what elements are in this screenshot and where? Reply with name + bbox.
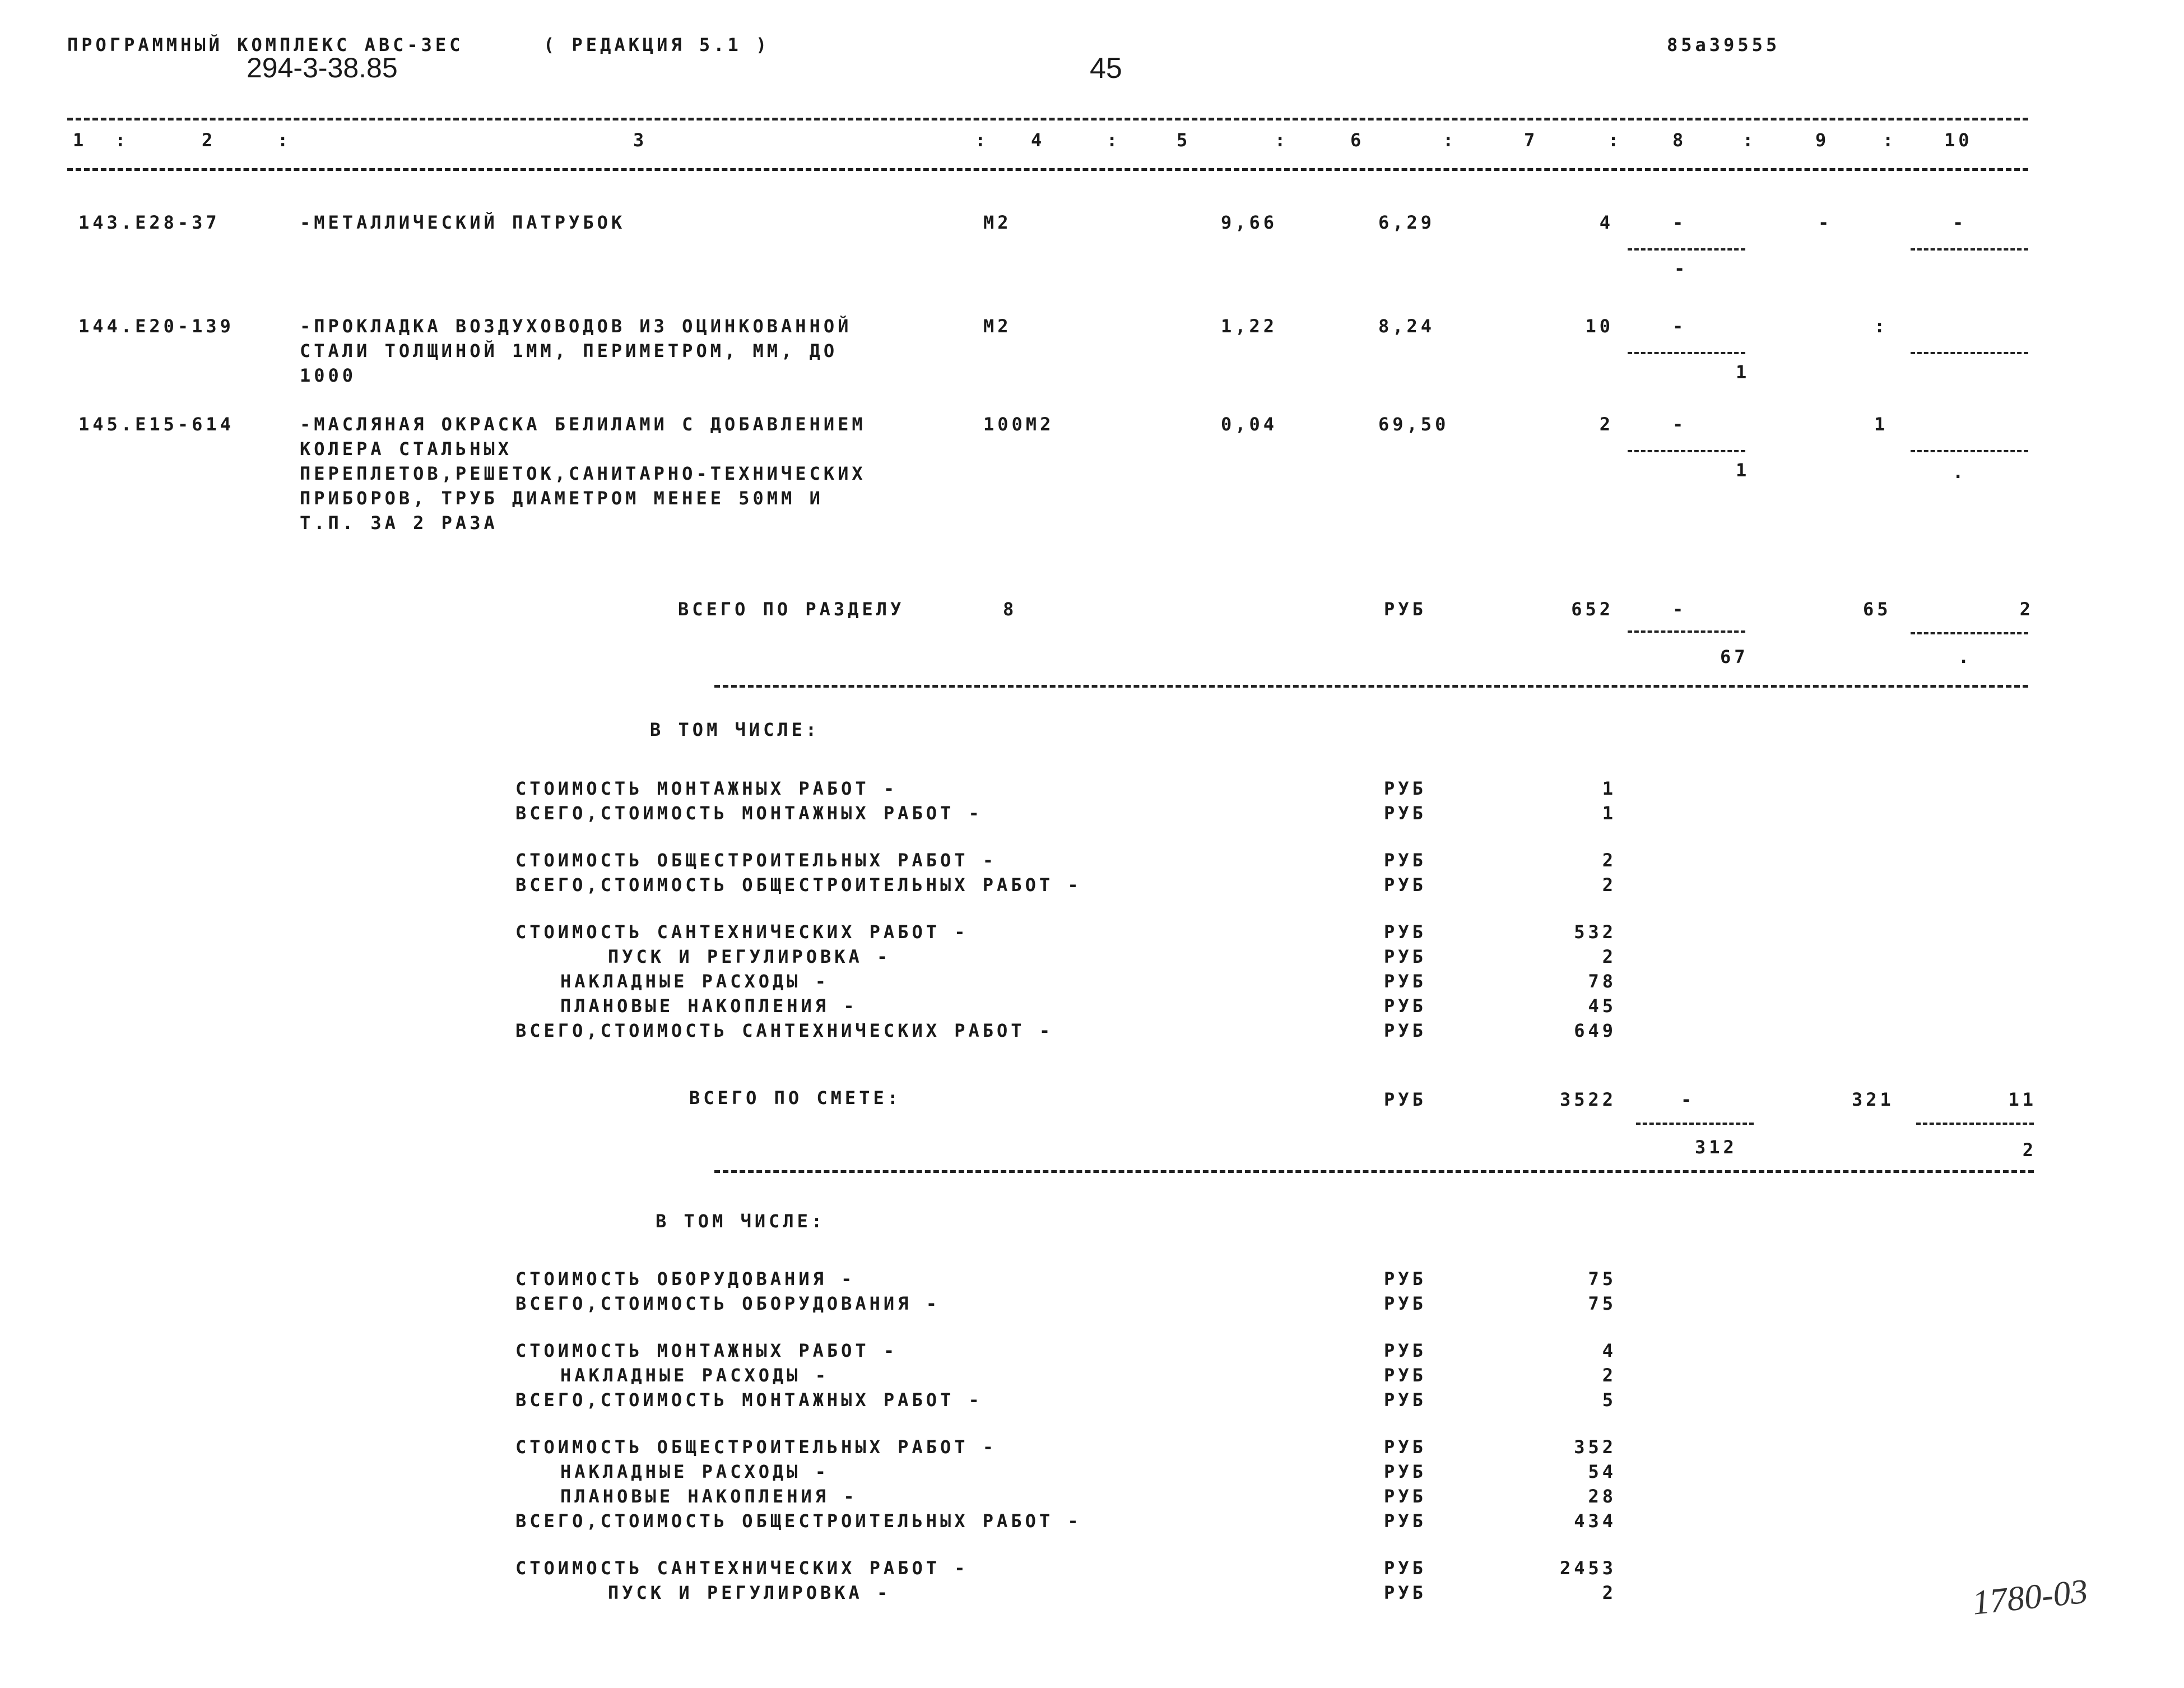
- including-value: 2: [1602, 1365, 1616, 1386]
- including-value: 1: [1602, 778, 1616, 799]
- column-header-2: 2: [202, 129, 216, 151]
- item-price: 69,50: [1378, 414, 1449, 435]
- item-total: 4: [1599, 212, 1614, 233]
- including-unit: РУБ: [1384, 850, 1426, 871]
- including-value: 45: [1588, 995, 1616, 1017]
- including-value: 434: [1574, 1510, 1616, 1532]
- item-col9: 1: [1874, 414, 1889, 435]
- item-col10: .: [1953, 461, 1967, 483]
- page-number: 45: [1090, 52, 1122, 85]
- column-separator: :: [975, 129, 989, 151]
- column-header-7: 7: [1524, 129, 1539, 151]
- estimate-total-label: ВСЕГО ПО СМЕТЕ:: [689, 1087, 902, 1109]
- column-header-10: 10: [1944, 129, 1973, 151]
- section-total-col8-below: 67: [1720, 646, 1749, 667]
- including-unit: РУБ: [1384, 1268, 1426, 1290]
- estimate-total-col9: 321: [1852, 1089, 1894, 1110]
- estimate-total-value: 3522: [1559, 1089, 1616, 1110]
- including-label: ВСЕГО,СТОИМОСТЬ МОНТАЖНЫХ РАБОТ -: [515, 803, 983, 824]
- including-label: СТОИМОСТЬ САНТЕХНИЧЕСКИХ РАБОТ -: [515, 921, 969, 943]
- section-total-unit: РУБ: [1384, 599, 1426, 620]
- including-value: 5: [1602, 1389, 1616, 1411]
- including-label: ВСЕГО,СТОИМОСТЬ ОБЩЕСТРОИТЕЛЬНЫХ РАБОТ -: [515, 1510, 1082, 1532]
- column-header-8: 8: [1672, 129, 1687, 151]
- including-value: 2453: [1559, 1557, 1616, 1579]
- item-col9: -: [1818, 212, 1833, 233]
- item-id: 145.Е15-614: [78, 414, 234, 435]
- including-unit: РУБ: [1384, 1486, 1426, 1507]
- item-name-line: ПРИБОРОВ, ТРУБ ДИАМЕТРОМ МЕНЕЕ 50ММ И: [300, 488, 824, 509]
- item-name-line: Т.П. ЗА 2 РАЗА: [300, 512, 498, 534]
- including-label: ВСЕГО,СТОИМОСТЬ САНТЕХНИЧЕСКИХ РАБОТ -: [515, 1020, 1054, 1041]
- column-header-3: 3: [633, 129, 648, 151]
- incl1-heading: В ТОМ ЧИСЛЕ:: [650, 719, 820, 740]
- including-value: 2: [1602, 850, 1616, 871]
- including-label: ВСЕГО,СТОИМОСТЬ ОБЩЕСТРОИТЕЛЬНЫХ РАБОТ -: [515, 874, 1082, 896]
- item-col8-below: 1: [1736, 361, 1750, 383]
- section-total-col8-rule: [1628, 630, 1745, 633]
- item-total: 2: [1599, 414, 1614, 435]
- header-rule-bottom: [67, 168, 2028, 171]
- column-header-4: 4: [1031, 129, 1045, 151]
- including-label: СТОИМОСТЬ ОБОРУДОВАНИЯ -: [515, 1268, 856, 1290]
- item-unit: 100М2: [983, 414, 1054, 435]
- item-col10-rule: [1911, 352, 2028, 354]
- estimate-total-col8: -: [1681, 1089, 1695, 1110]
- section-total-section: 8: [1003, 599, 1017, 620]
- including-unit: РУБ: [1384, 874, 1426, 896]
- including-unit: РУБ: [1384, 1436, 1426, 1458]
- item-col8-below: -: [1674, 258, 1689, 279]
- including-value: 352: [1574, 1436, 1616, 1458]
- estimate-total-rule: [714, 1170, 2034, 1173]
- including-label: ВСЕГО,СТОИМОСТЬ МОНТАЖНЫХ РАБОТ -: [515, 1389, 983, 1411]
- including-unit: РУБ: [1384, 1461, 1426, 1482]
- including-unit: РУБ: [1384, 995, 1426, 1017]
- estimate-total-col8-rule: [1636, 1123, 1754, 1125]
- column-separator: :: [1608, 129, 1623, 151]
- including-label: СТОИМОСТЬ ОБЩЕСТРОИТЕЛЬНЫХ РАБОТ -: [515, 850, 997, 871]
- including-value: 75: [1588, 1293, 1616, 1314]
- including-unit: РУБ: [1384, 1389, 1426, 1411]
- column-header-6: 6: [1350, 129, 1365, 151]
- estimate-total-col10-rule: [1916, 1123, 2034, 1125]
- including-value: 78: [1588, 971, 1616, 992]
- item-unit: М2: [983, 316, 1012, 337]
- section-total-col9: 65: [1863, 599, 1892, 620]
- item-name-line: СТАЛИ ТОЛЩИНОЙ 1ММ, ПЕРИМЕТРОМ, ММ, ДО: [300, 340, 838, 361]
- incl2-heading: В ТОМ ЧИСЛЕ:: [656, 1211, 826, 1232]
- item-name-line: 1000: [300, 365, 357, 386]
- item-total: 10: [1585, 316, 1614, 337]
- including-value: 54: [1588, 1461, 1616, 1482]
- including-unit: РУБ: [1384, 1293, 1426, 1314]
- including-value: 532: [1574, 921, 1616, 943]
- including-unit: РУБ: [1384, 1510, 1426, 1532]
- including-unit: РУБ: [1384, 778, 1426, 799]
- section-total-col10-below: .: [1958, 646, 1973, 667]
- including-label: НАКЛАДНЫЕ РАСХОДЫ -: [560, 1461, 830, 1482]
- column-header-5: 5: [1177, 129, 1191, 151]
- item-qty: 0,04: [1220, 414, 1277, 435]
- including-label: ПУСК И РЕГУЛИРОВКА -: [608, 1582, 891, 1603]
- section-total-value: 652: [1571, 599, 1614, 620]
- including-value: 2: [1602, 946, 1616, 967]
- including-label: НАКЛАДНЫЕ РАСХОДЫ -: [560, 971, 830, 992]
- including-unit: РУБ: [1384, 946, 1426, 967]
- including-unit: РУБ: [1384, 971, 1426, 992]
- including-value: 1: [1602, 803, 1616, 824]
- column-header-9: 9: [1815, 129, 1830, 151]
- including-unit: РУБ: [1384, 803, 1426, 824]
- including-value: 75: [1588, 1268, 1616, 1290]
- estimate-total-col10: 11: [2008, 1089, 2037, 1110]
- including-unit: РУБ: [1384, 921, 1426, 943]
- including-value: 2: [1602, 874, 1616, 896]
- document-number: 294-3-38.85: [247, 52, 398, 84]
- header-rule-top: [67, 118, 2028, 120]
- column-separator: :: [277, 129, 292, 151]
- column-separator: :: [115, 129, 129, 151]
- item-col10-rule: [1911, 450, 2028, 452]
- including-unit: РУБ: [1384, 1020, 1426, 1041]
- including-label: СТОИМОСТЬ САНТЕХНИЧЕСКИХ РАБОТ -: [515, 1557, 969, 1579]
- item-price: 6,29: [1378, 212, 1435, 233]
- including-value: 28: [1588, 1486, 1616, 1507]
- item-col9: :: [1874, 316, 1889, 337]
- item-price: 8,24: [1378, 316, 1435, 337]
- including-unit: РУБ: [1384, 1557, 1426, 1579]
- section-total-rule: [714, 685, 2028, 688]
- column-header-1: 1: [73, 129, 87, 151]
- archive-stamp: 1780-03: [1970, 1572, 2090, 1622]
- section-total-label: ВСЕГО ПО РАЗДЕЛУ: [678, 599, 905, 620]
- item-col8-below: 1: [1736, 460, 1750, 481]
- item-col8: -: [1672, 414, 1687, 435]
- item-id: 144.Е20-139: [78, 316, 234, 337]
- item-col10: -: [1953, 212, 1967, 233]
- column-separator: :: [1443, 129, 1457, 151]
- program-title: ПРОГРАММНЫЙ КОМПЛЕКС АВС-ЗЕС: [67, 34, 464, 55]
- including-unit: РУБ: [1384, 1365, 1426, 1386]
- estimate-total-col8-below: 312: [1695, 1137, 1737, 1158]
- estimate-total-col10-below: 2: [2022, 1139, 2037, 1161]
- item-name-line: ПЕРЕПЛЕТОВ,РЕШЕТОК,САНИТАРНО-ТЕХНИЧЕСКИХ: [300, 463, 866, 484]
- program-edition: ( РЕДАКЦИЯ 5.1 ): [543, 34, 770, 55]
- including-unit: РУБ: [1384, 1340, 1426, 1361]
- item-unit: М2: [983, 212, 1012, 233]
- document-code: 85а39555: [1667, 34, 1781, 55]
- including-label: СТОИМОСТЬ МОНТАЖНЫХ РАБОТ -: [515, 778, 898, 799]
- including-value: 2: [1602, 1582, 1616, 1603]
- including-label: СТОИМОСТЬ МОНТАЖНЫХ РАБОТ -: [515, 1340, 898, 1361]
- item-col8-rule: [1628, 450, 1745, 452]
- including-unit: РУБ: [1384, 1582, 1426, 1603]
- item-name-line: -МАСЛЯНАЯ ОКРАСКА БЕЛИЛАМИ С ДОБАВЛЕНИЕМ: [300, 414, 866, 435]
- column-separator: :: [1742, 129, 1757, 151]
- including-label: ПУСК И РЕГУЛИРОВКА -: [608, 946, 891, 967]
- including-label: НАКЛАДНЫЕ РАСХОДЫ -: [560, 1365, 830, 1386]
- including-label: ПЛАНОВЫЕ НАКОПЛЕНИЯ -: [560, 1486, 858, 1507]
- including-value: 4: [1602, 1340, 1616, 1361]
- including-label: ПЛАНОВЫЕ НАКОПЛЕНИЯ -: [560, 995, 858, 1017]
- column-separator: :: [1275, 129, 1289, 151]
- section-total-col10: 2: [2019, 599, 2034, 620]
- column-separator: :: [1883, 129, 1897, 151]
- item-col8: -: [1672, 212, 1687, 233]
- including-label: СТОИМОСТЬ ОБЩЕСТРОИТЕЛЬНЫХ РАБОТ -: [515, 1436, 997, 1458]
- column-separator: :: [1107, 129, 1121, 151]
- item-col8-rule: [1628, 248, 1745, 251]
- section-total-col8: -: [1672, 599, 1687, 620]
- item-name-line: КОЛЕРА СТАЛЬНЫХ: [300, 438, 512, 460]
- item-name-line: -МЕТАЛЛИЧЕСКИЙ ПАТРУБОК: [300, 212, 626, 233]
- item-id: 143.Е28-37: [78, 212, 220, 233]
- item-qty: 9,66: [1220, 212, 1277, 233]
- including-label: ВСЕГО,СТОИМОСТЬ ОБОРУДОВАНИЯ -: [515, 1293, 940, 1314]
- item-name-line: -ПРОКЛАДКА ВОЗДУХОВОДОВ ИЗ ОЦИНКОВАННОЙ: [300, 316, 852, 337]
- including-value: 649: [1574, 1020, 1616, 1041]
- estimate-total-unit: РУБ: [1384, 1089, 1426, 1110]
- item-col8: -: [1672, 316, 1687, 337]
- item-col10-rule: [1911, 248, 2028, 251]
- item-qty: 1,22: [1220, 316, 1277, 337]
- item-col8-rule: [1628, 352, 1745, 354]
- section-total-col10-rule: [1911, 632, 2028, 634]
